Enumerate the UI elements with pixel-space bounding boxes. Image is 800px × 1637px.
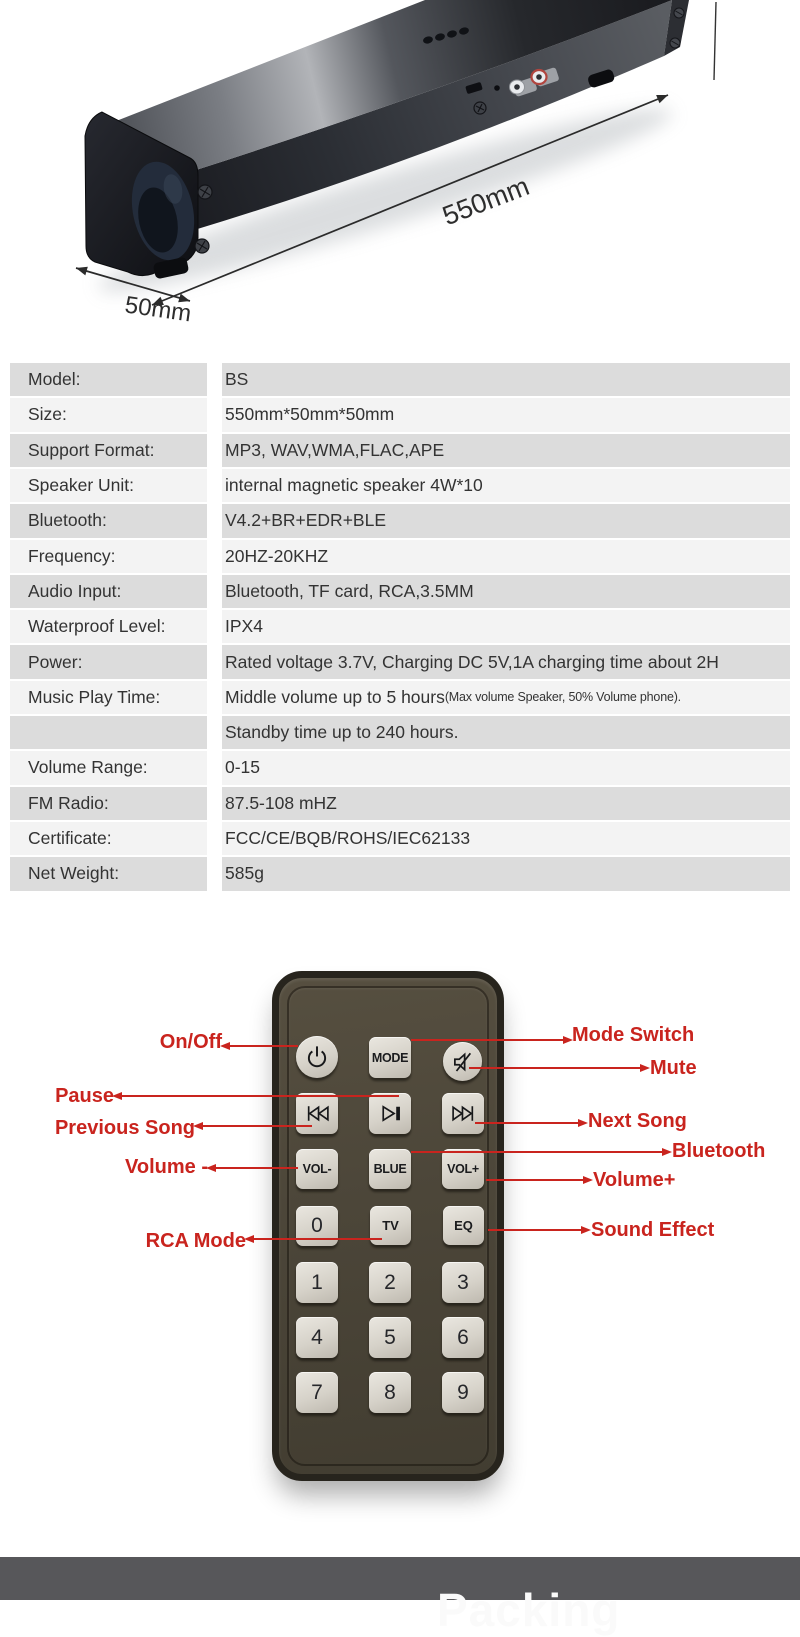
spec-value-text: 20HZ-20KHZ xyxy=(225,545,329,566)
annotation-label-rca-mode: RCA Mode xyxy=(145,1229,246,1252)
spec-value-note: (Max volume Speaker, 50% Volume phone). xyxy=(444,690,681,705)
spec-value xyxy=(222,681,790,714)
remote-button-label: EQ xyxy=(454,1218,473,1233)
next-icon xyxy=(450,1103,477,1124)
spec-value xyxy=(222,716,790,749)
spec-value xyxy=(222,857,790,890)
remote-button-label: TV xyxy=(382,1218,399,1233)
spec-label: Waterproof Level: xyxy=(10,610,207,643)
spec-value xyxy=(222,645,790,678)
dimension-line-height xyxy=(714,2,716,80)
spec-value-text: MP3, WAV,WMA,FLAC,APE xyxy=(225,439,445,460)
remote-button-bluetooth-mode[interactable] xyxy=(369,1149,411,1189)
annotation-line-mode-switch xyxy=(411,1039,564,1041)
annotation-line-bluetooth xyxy=(411,1151,663,1153)
remote-button-power[interactable] xyxy=(296,1036,338,1078)
remote-button-label: 4 xyxy=(311,1325,323,1349)
remote-button-digit-9[interactable] xyxy=(442,1372,484,1413)
spec-value-text: BS xyxy=(225,369,249,390)
spec-value-text: V4.2+BR+EDR+BLE xyxy=(225,510,386,531)
spec-value xyxy=(222,504,790,537)
annotation-label-mode-switch: Mode Switch xyxy=(572,1023,695,1046)
spec-label: Frequency: xyxy=(10,540,207,573)
annotation-label-previous-song: Previous Song xyxy=(54,1116,195,1139)
remote-button-digit-3[interactable] xyxy=(442,1262,484,1303)
footer-title: Packing xyxy=(437,1584,621,1636)
remote-button-digit-5[interactable] xyxy=(369,1317,411,1358)
annotation-line-next-song xyxy=(475,1122,579,1124)
remote-button-previous[interactable] xyxy=(296,1093,338,1134)
annotation-label-sound-effect: Sound Effect xyxy=(591,1218,715,1241)
spec-value-text: Standby time up to 240 hours. xyxy=(225,722,459,743)
mute-icon xyxy=(450,1049,476,1075)
spec-value-text: 585g xyxy=(225,863,264,884)
annotation-line-on-off xyxy=(229,1045,298,1047)
annotation-label-volume-minus: Volume - xyxy=(125,1155,208,1178)
remote-button-play-pause[interactable] xyxy=(369,1093,411,1134)
spec-value-text: 0-15 xyxy=(225,757,261,778)
annotation-label-on-off: On/Off xyxy=(159,1030,222,1053)
remote-button-digit-2[interactable] xyxy=(369,1262,411,1303)
spec-label: Power: xyxy=(10,645,207,678)
spec-value-text: Bluetooth, TF card, RCA,3.5MM xyxy=(225,580,474,601)
remote-button-eq[interactable] xyxy=(443,1206,484,1245)
spec-value xyxy=(222,434,790,467)
remote-button-digit-7[interactable] xyxy=(296,1372,338,1413)
remote-button-mode[interactable] xyxy=(369,1037,411,1078)
spec-value-text: Rated voltage 3.7V, Charging DC 5V,1A charging time about 2H xyxy=(225,651,719,672)
spec-label: Speaker Unit: xyxy=(10,469,207,502)
annotation-line-volume-minus xyxy=(215,1167,298,1169)
annotation-label-mute: Mute xyxy=(650,1056,697,1079)
remote-button-label: BLUE xyxy=(373,1162,407,1176)
spec-value-text: FCC/CE/BQB/ROHS/IEC62133 xyxy=(225,828,471,849)
remote-button-digit-8[interactable] xyxy=(369,1372,411,1413)
spec-value xyxy=(222,822,790,855)
spec-value-text: internal magnetic speaker 4W*10 xyxy=(225,475,483,496)
spec-value-text: Middle volume up to 5 hours xyxy=(225,686,445,707)
spec-label: Bluetooth: xyxy=(10,504,207,537)
remote-button-label: 6 xyxy=(457,1325,469,1349)
annotation-line-sound-effect xyxy=(488,1229,582,1231)
spec-label: Certificate: xyxy=(10,822,207,855)
spec-value-text: 550mm*50mm*50mm xyxy=(225,404,395,425)
spec-value xyxy=(222,575,790,608)
remote-button-label: VOL- xyxy=(302,1162,332,1176)
remote-button-volume-down[interactable] xyxy=(296,1149,338,1189)
spec-value xyxy=(222,398,790,431)
annotation-line-rca-mode xyxy=(253,1238,382,1240)
remote-button-label: 9 xyxy=(457,1380,469,1404)
remote-button-digit-4[interactable] xyxy=(296,1317,338,1358)
remote-button-digit-6[interactable] xyxy=(442,1317,484,1358)
remote-button-label: 8 xyxy=(384,1380,396,1404)
remote-button-digit-1[interactable] xyxy=(296,1262,338,1303)
spec-value xyxy=(222,363,790,396)
spec-value xyxy=(222,751,790,784)
annotation-label-next-song: Next Song xyxy=(588,1109,687,1132)
remote-button-digit-0[interactable] xyxy=(296,1206,338,1246)
spec-label: Music Play Time: xyxy=(10,681,207,714)
remote-button-label: MODE xyxy=(371,1050,409,1065)
spec-value-text: 87.5-108 mHZ xyxy=(225,792,337,813)
spec-value-text: IPX4 xyxy=(225,616,263,637)
play-pause-icon xyxy=(377,1103,404,1124)
spec-value xyxy=(222,610,790,643)
dimension-label-depth: 50mm xyxy=(123,291,193,328)
spec-label: FM Radio: xyxy=(10,787,207,820)
remote-button-label: VOL+ xyxy=(447,1162,479,1176)
spec-label: Net Weight: xyxy=(10,857,207,890)
remote-button-label: 2 xyxy=(384,1270,396,1294)
annotation-line-previous-song xyxy=(202,1125,312,1127)
spec-label: Volume Range: xyxy=(10,751,207,784)
spec-label: Size: xyxy=(10,398,207,431)
dimension-label-length: 550mm xyxy=(438,170,534,232)
power-icon xyxy=(304,1044,330,1070)
annotation-line-pause xyxy=(121,1095,399,1097)
spec-label: Model: xyxy=(10,363,207,396)
remote-button-next[interactable] xyxy=(442,1093,484,1134)
spec-label: Support Format: xyxy=(10,434,207,467)
remote-button-label: 3 xyxy=(457,1270,469,1294)
previous-icon xyxy=(304,1103,331,1124)
spec-value xyxy=(222,787,790,820)
remote-button-volume-up[interactable] xyxy=(442,1149,484,1189)
spec-value xyxy=(222,469,790,502)
spec-label xyxy=(10,716,207,749)
annotation-line-volume-plus xyxy=(486,1179,584,1181)
annotation-line-mute xyxy=(469,1067,641,1069)
annotation-label-bluetooth: Bluetooth xyxy=(672,1139,766,1162)
remote-button-label: 0 xyxy=(311,1214,323,1237)
mic-hole xyxy=(494,85,500,91)
remote-button-label: 5 xyxy=(384,1325,396,1349)
annotation-label-pause: Pause xyxy=(55,1084,114,1107)
annotation-label-volume-plus: Volume+ xyxy=(593,1168,676,1191)
spec-label: Audio Input: xyxy=(10,575,207,608)
remote-button-mute[interactable] xyxy=(443,1042,482,1081)
spec-value xyxy=(222,540,790,573)
remote-button-label: 1 xyxy=(311,1270,323,1294)
remote-button-label: 7 xyxy=(311,1380,323,1404)
footer-band xyxy=(0,1557,800,1636)
